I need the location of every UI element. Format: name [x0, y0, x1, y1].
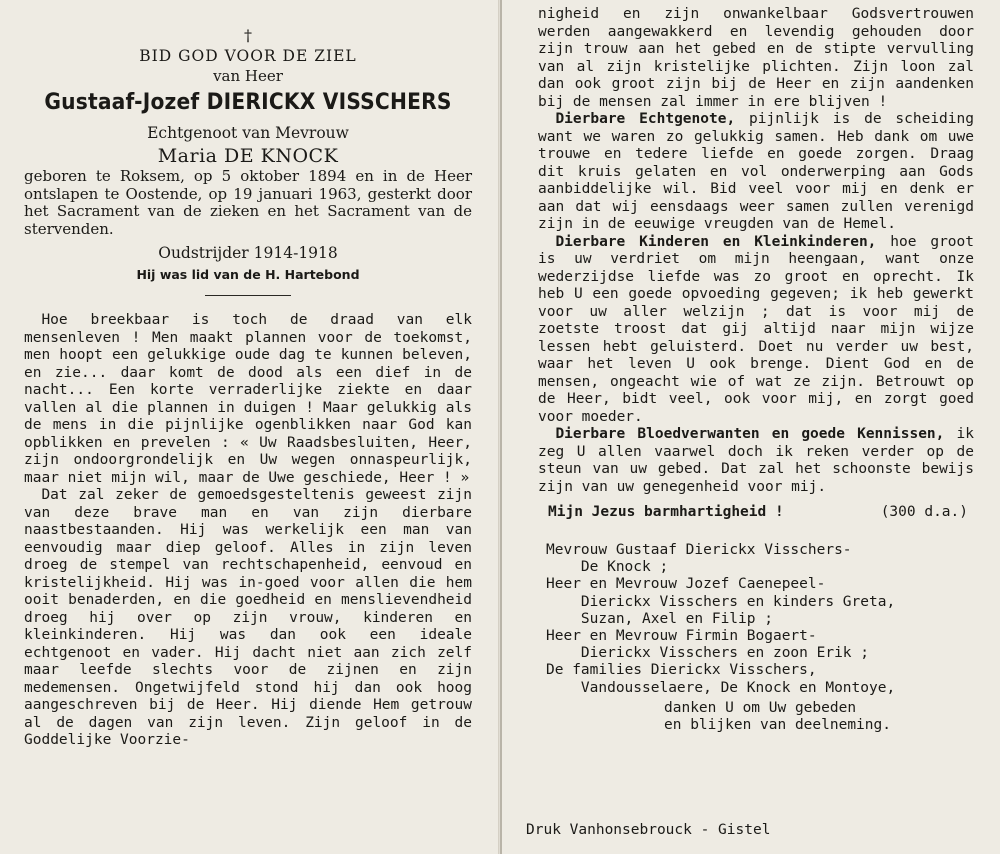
- header-prayer: BID GOD VOOR DE ZIEL: [139, 47, 357, 65]
- paragraph: [538, 234, 974, 427]
- paragraph: Dat zal zeker de gemoedsgesteltenis geweest zijn van deze brave man en van zijn dierbare naastbestaanden. Hij was werkelijk een man van eenvoudig maar diep geloof. Alles in zijn leven droeg de stempel van rechtschapenheid, eenvoud en kristelijkheid. Hij was in-goed voor allen die hem ooit benaderden, en die goedheid en menslievendheid droeg hij over op zijn vrouw, kinderen en kleinkinderen. Hij was dan ook een ideale echtgenoot en vader. Hij dacht niet aan zich zelf maar leefde slechts voor de zijnen en zijn medemensen. Ongetwijfeld stond hij dan ook hoog aangeschreven bij de Heer. Hij diende Hem getrouw al de dagen van zijn leven. Zijn geloof in de Goddelijke Voorzie-: [24, 487, 472, 748]
- prayer-text: Mijn Jezus barmhartigheid !: [548, 504, 784, 520]
- right-text: [538, 6, 974, 496]
- deceased-name: Gustaaf-Jozef DIERICKX VISSCHERS: [44, 90, 452, 115]
- spouse-label: Echtgenoot van Mevrouw: [147, 124, 349, 142]
- family-line: Mevrouw Gustaaf Dierickx Visschers-: [546, 542, 852, 558]
- left-text: [24, 312, 472, 750]
- closing-prayer: [538, 502, 974, 522]
- family-line: Dierickx Visschers en kinders Greta,: [580, 593, 896, 610]
- family-line: De Knock ;: [580, 559, 669, 576]
- spouse-name: Maria DE KNOCK: [157, 145, 339, 167]
- paragraph-text: hoe groot is uw verdriet om mijn heengaan, want onze wederzijdse liefde was zo groot en oprecht. Ik heb U een goede opvoeding gegeven; ik heb gewerkt voor uw aller welzijn ; dat is voor mij de zoetste troost dat gij altijd naar mijn wijze lessen hebt geluisterd. Doet nu verder uw best, waar het leven U ook brenge. Dient God en de mensen, ongeacht wie of wat ze zijn. Betrouwt op de Heer, bidt veel, ook voor mij, en zorgt goed voor moeder.: [538, 233, 974, 425]
- family-line: Suzan, Axel en Filip ;: [580, 610, 773, 627]
- biography: geboren te Roksem, op 5 oktober 1894 en in de Heer ontslapen te Oostende, op 19 januari 1963, gesterkt door het Sacrament van de zieken en het Sacrament van de stervenden.: [24, 167, 472, 238]
- address-relatives: Dierbare Bloedverwanten en goede Kennissen,: [555, 426, 945, 442]
- family-line: Heer en Mevrouw Firmin Bogaert-: [546, 628, 817, 645]
- family-list: [538, 542, 974, 734]
- paragraph: [538, 426, 974, 496]
- paragraph: [538, 111, 974, 234]
- address-children: Dierbare Kinderen en Kleinkinderen,: [555, 233, 877, 250]
- thanks-line: danken U om Uw gebeden: [664, 699, 857, 716]
- cross-symbol: †: [244, 26, 252, 45]
- indulgence-note: (300 d.a.): [880, 504, 968, 520]
- paragraph-text: pijnlijk is de scheiding want we waren zo gelukkig samen. Heb dank om uwe trouwe en tedere liefde en goede zorgen. Draag dit kruis gelaten en vol onderwerping aan Gods aanbiddelijke wil. Bid veel voor mij en denk er aan dat wij eensdaags weer samen zullen verenigd zijn in de eeuwige vreugden van de Hemel.: [538, 111, 974, 232]
- membership-note: Hij was lid van de H. Hartebond: [136, 267, 360, 282]
- paragraph: Hoe breekbaar is toch de draad van elk mensenleven ! Men maakt plannen voor de toekomst, men hoopt een gelukkige oude dag te kunnen beleven, en zie... daar komt de dood als een dief in de nacht... Een korte verraderlijke ziekte en daar vallen al die plannen in duigen ! Maar gelukkig als de mens in die pijnlijke ogenblikken naar God kan opblikken en prevelen : « Uw Raadsbesluiten, Heer, zijn ondoorgrondelijk en Uw wegen onnaspeurlijk, maar niet mijn wil, maar de Uwe geschiede, Heer ! »: [24, 312, 472, 486]
- family-line: De families Dierickx Visschers,: [546, 662, 817, 679]
- family-line: Dierickx Visschers en zoon Erik ;: [580, 645, 869, 662]
- paragraph-text: ik zeg U allen vaarwel doch ik reken verder op de steun van uw gebed. Dat zal het schoonste bewijs zijn van uw genegenheid voor mij.: [538, 426, 974, 495]
- family-line: Heer en Mevrouw Jozef Caenepeel-: [546, 576, 826, 593]
- thanks-line: en blijken van deelneming.: [664, 717, 891, 734]
- address-spouse: Dierbare Echtgenote,: [555, 111, 736, 127]
- paragraph: nigheid en zijn onwankelbaar Godsvertrouwen werden aangewakkerd en levendig gehouden door zijn trouw aan het gebed en de stipte vervulling van al zijn kristelijke plichten. Zijn loon zal dan ook groot zijn bij de Heer en zijn aandenken bij de mensen zal immer in ere blijven !: [538, 6, 974, 110]
- header-title: van Heer: [213, 67, 283, 85]
- right-panel: [500, 0, 1000, 854]
- printer-credit: Druk Vanhonsebrouck - Gistel: [526, 822, 771, 838]
- family-line: Vandousselaere, De Knock en Montoye,: [580, 679, 896, 696]
- veteran-note: Oudstrijder 1914-1918: [158, 244, 338, 262]
- divider: [205, 295, 291, 296]
